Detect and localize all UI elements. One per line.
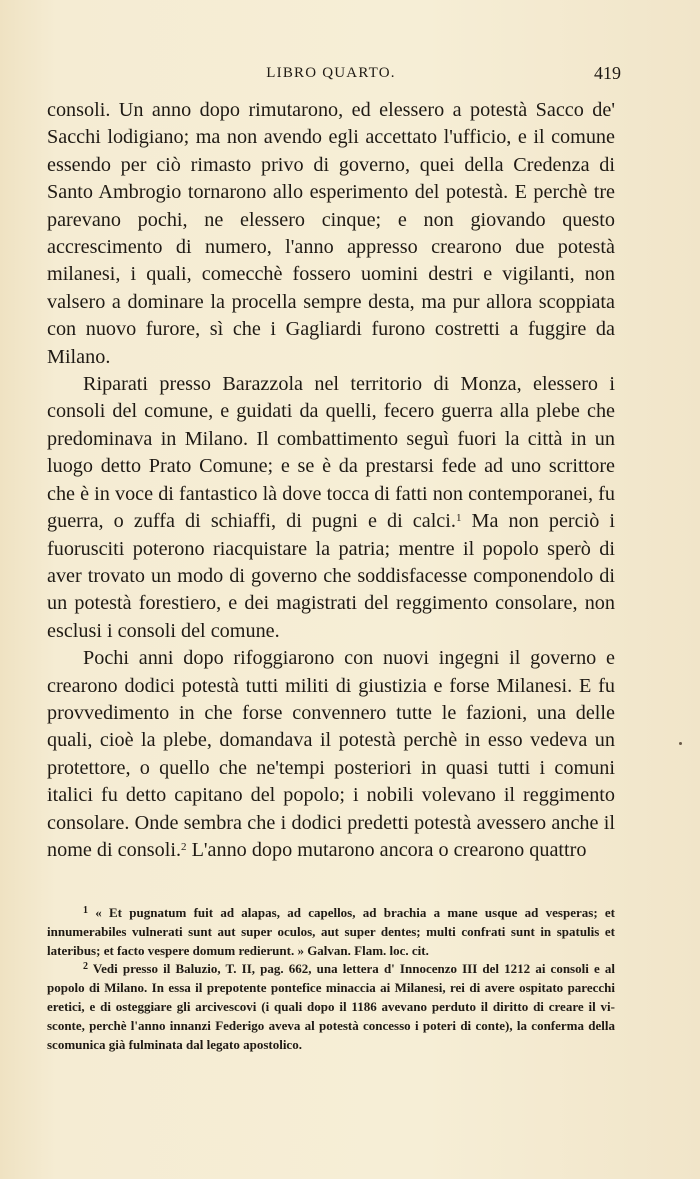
paragraph-3-text-b: L'anno dopo mutarono ancora o crearono quattro — [186, 838, 587, 861]
paragraph-2 — [47, 371, 615, 645]
footnote-1 — [47, 904, 615, 960]
footnote-ref-2: 2 — [181, 840, 187, 853]
paragraph-1 — [47, 97, 615, 371]
footnote-2-mark: 2 — [83, 961, 88, 973]
running-head — [47, 58, 621, 86]
footnotes — [47, 904, 615, 1054]
footnote-ref-1: 1 — [455, 512, 462, 525]
footnote-1-mark: 1 — [83, 905, 88, 916]
paragraph-2-text-a: Riparati presso Barazzola nel territorio di Monza, elessero i consoli del comune, e guidati da quelli, fecero guerra alla plebe che predominava in Milano. Il combattimento seguì fuori la città in un luogo detto Prato Comune; e se è da prestarsi fede ad uno scrittore che è in voce di fantastico là dove tocca di fatti non contemporanei, fu guerra, o zuffa di schiaffi, di pugni e di calci. — [47, 373, 615, 533]
paragraph-2-text-b: Ma non perciò i fuorusciti poterono riacquistare la patria; mentre il popolo sperò di aver trovato un modo di governo che soddisfacesse componendolo di un potestà forestiero, e dei magistrati del reggimento consolare, non esclusi i consoli del comune. — [47, 510, 615, 642]
paragraph-3-text-a: Pochi anni dopo rifoggiarono con nuovi ingegni il governo e crearono dodici potestà tutti militi di giustizia e forse Milanesi. E fu provvedimento in che forse convennero tutte le fazioni, una delle quali, cioè la plebe, domandava il potestà perchè in esso vedeva un protettore, o quello che ne'tempi posteriori in quasi tutti i comuni italici fu detto capitano del popolo; i nobili volevano il reggimento consolare. Onde sembra che i dodici predetti potestà avessero anche il nome di consoli. — [47, 647, 615, 861]
paper-speck — [679, 742, 682, 745]
running-head-title: LIBRO QUARTO. — [266, 65, 396, 81]
footnote-1-text: « Et pugnatum fuit ad alapas, ad capellos, ad brachia a mane usque ad vesperas; et innumerabiles vulnerati sunt aut super oculos, aut super dentes; multi confrati sunt in spatulis et lateribus; et facto vespere domum redierunt. » Galvan. Flam. loc. cit. — [47, 905, 615, 958]
footnote-2 — [47, 960, 615, 1054]
footnote-2-text: Vedi presso il Baluzio, T. II, pag. 662, una lettera d' Innocenzo III del 1212 ai consoli e al popolo di Milano. In essa il prepotente pontefice minaccia ai Milanesi, rei di avere ospitato parecchi eretici, e di osteggiare gli arcivescovi (i quali dopo il 1186 avevano perduto il diritto di creare il visconte, perchè l'anno innanzi Federigo aveva al potestà concesso i poteri di conte), la conferma della scomunica già fulminata dal legato apostolico. — [47, 961, 615, 1052]
paragraph-1-text: consoli. Un anno dopo rimutarono, ed elessero a potestà Sacco de' Sacchi lodigiano; ma non avendo egli accettato l'ufficio, e il comune essendo per ciò rimasto privo di governo, quei della Credenza di Santo Ambrogio tornarono allo esperimento del potestà. E perchè tre parevano pochi, ne elessero cinque; e non giovando questo accrescimento di numero, l'anno appresso crearono due potestà milanesi, i quali, comecchè fossero uomini destri e vigilanti, non valsero a dominare la procella sempre desta, ma pur allora scoppiata con nuovo furore, sì che i Gagliardi furono costretti a fuggire da Milano. — [47, 99, 615, 368]
body-text — [47, 97, 615, 864]
paragraph-3 — [47, 645, 615, 864]
page-number: 419 — [594, 63, 621, 83]
